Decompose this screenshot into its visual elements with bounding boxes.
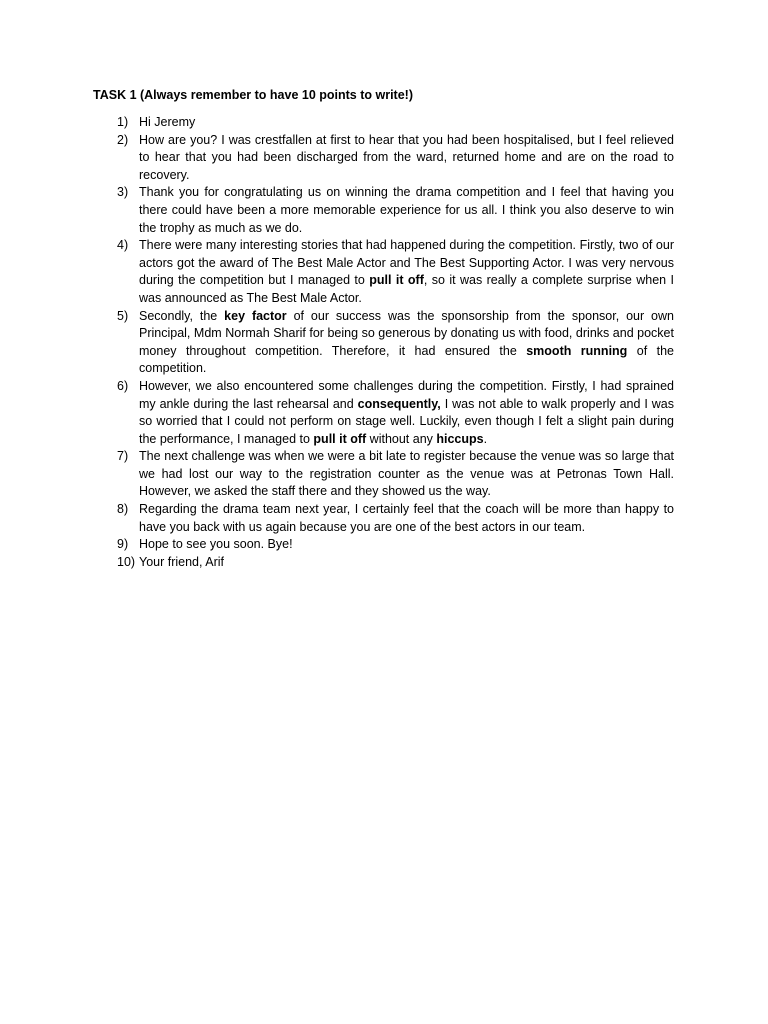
item-number	[108, 184, 139, 237]
item-text	[139, 308, 674, 378]
list-item	[108, 114, 674, 132]
item-number-label: 2)	[117, 132, 129, 147]
list-item	[108, 132, 674, 185]
list-item	[108, 308, 674, 378]
text-segment: Your friend, Arif	[139, 554, 225, 569]
list-item	[108, 448, 674, 501]
list-item	[108, 501, 674, 536]
item-number	[108, 554, 139, 572]
item-number-label: 6)	[117, 378, 129, 393]
item-text	[139, 536, 674, 554]
item-number	[108, 308, 139, 378]
item-number	[108, 114, 139, 132]
item-number	[108, 501, 139, 536]
bold-phrase: pull it off	[369, 273, 424, 288]
item-number	[108, 378, 139, 448]
item-number-label: 7)	[117, 449, 129, 464]
item-number-label: 3)	[117, 185, 129, 200]
text-segment: .	[483, 431, 488, 446]
list-item	[108, 184, 674, 237]
item-text	[139, 448, 674, 501]
item-number	[108, 132, 139, 185]
bold-phrase: key factor	[224, 308, 287, 323]
item-number	[108, 536, 139, 554]
bold-phrase: consequently,	[357, 396, 441, 411]
item-text	[139, 184, 674, 237]
item-number-label: 9)	[117, 537, 129, 552]
list-item	[108, 554, 674, 572]
text-segment: , so it was really a complete surprise when I was announced as The Best Male Actor.	[139, 273, 674, 305]
text-segment: Thank you for congratulating us on winning the drama competition and I feel that having you there could have been a more memorable experience for us all. I think you also deserve to win the trophy as much as we do.	[139, 185, 674, 235]
document-title: TASK 1 (Always remember to have 10 points to write!)	[93, 88, 413, 102]
bold-phrase: pull it off	[313, 431, 367, 446]
text-segment: Hi Jeremy	[139, 115, 196, 129]
bold-phrase: smooth running	[526, 343, 628, 358]
item-number-label: 5)	[117, 308, 129, 323]
item-number	[108, 237, 139, 307]
numbered-points-list	[108, 114, 674, 571]
text-segment: Hope to see you soon. Bye!	[139, 537, 293, 552]
text-segment: I was not able to walk properly and I was so worried that I could not perform on stage well. Luckily, even though I felt a slight pain during the performance, I managed to	[139, 396, 675, 446]
text-segment: of the competition.	[139, 343, 674, 376]
item-number-label: 8)	[117, 502, 129, 517]
text-segment: However, we also encountered some challenges during the competition. Firstly, I had sprained my ankle during the last rehearsal and	[139, 378, 674, 411]
item-text	[139, 554, 674, 572]
list-item	[108, 237, 674, 307]
text-segment: of our success was the sponsorship from the sponsor, our own Principal, Mdm Normah Sharif for being so generous by donating us with food, drinks and pocket money throughout competition. Therefore, it had ensured the	[139, 308, 674, 358]
list-item	[108, 536, 674, 554]
bold-phrase: hiccups	[436, 431, 484, 446]
item-number-label: 1)	[117, 115, 129, 129]
text-segment: Secondly, the	[139, 308, 225, 323]
item-text	[139, 132, 674, 185]
item-number-label: 4)	[117, 238, 129, 253]
text-segment: without any	[366, 431, 437, 446]
item-text	[139, 501, 674, 536]
item-number-label: 10)	[117, 554, 136, 569]
item-text	[139, 114, 674, 132]
text-segment: There were many interesting stories that had happened during the competition. Firstly, two of our actors got the award of The Best Male Actor and The Best Supporting Actor. I was very nervous during the competition but I managed to	[139, 238, 674, 288]
list-item	[108, 378, 674, 448]
text-segment: How are you? I was crestfallen at first to hear that you had been hospitalised, but I feel relieved to hear that you had been discharged from the ward, returned home and are on the road to recovery.	[139, 132, 674, 182]
item-text	[139, 378, 674, 448]
item-number	[108, 448, 139, 501]
text-segment: The next challenge was when we were a bit late to register because the venue was so large that we had lost our way to the registration counter as the venue was at Petronas Town Hall. However, we asked the staff there and they showed us the way.	[139, 449, 674, 499]
text-segment: Regarding the drama team next year, I certainly feel that the coach will be more than happy to have you back with us again because you are one of the best actors in our team.	[139, 502, 674, 534]
item-text	[139, 237, 674, 307]
